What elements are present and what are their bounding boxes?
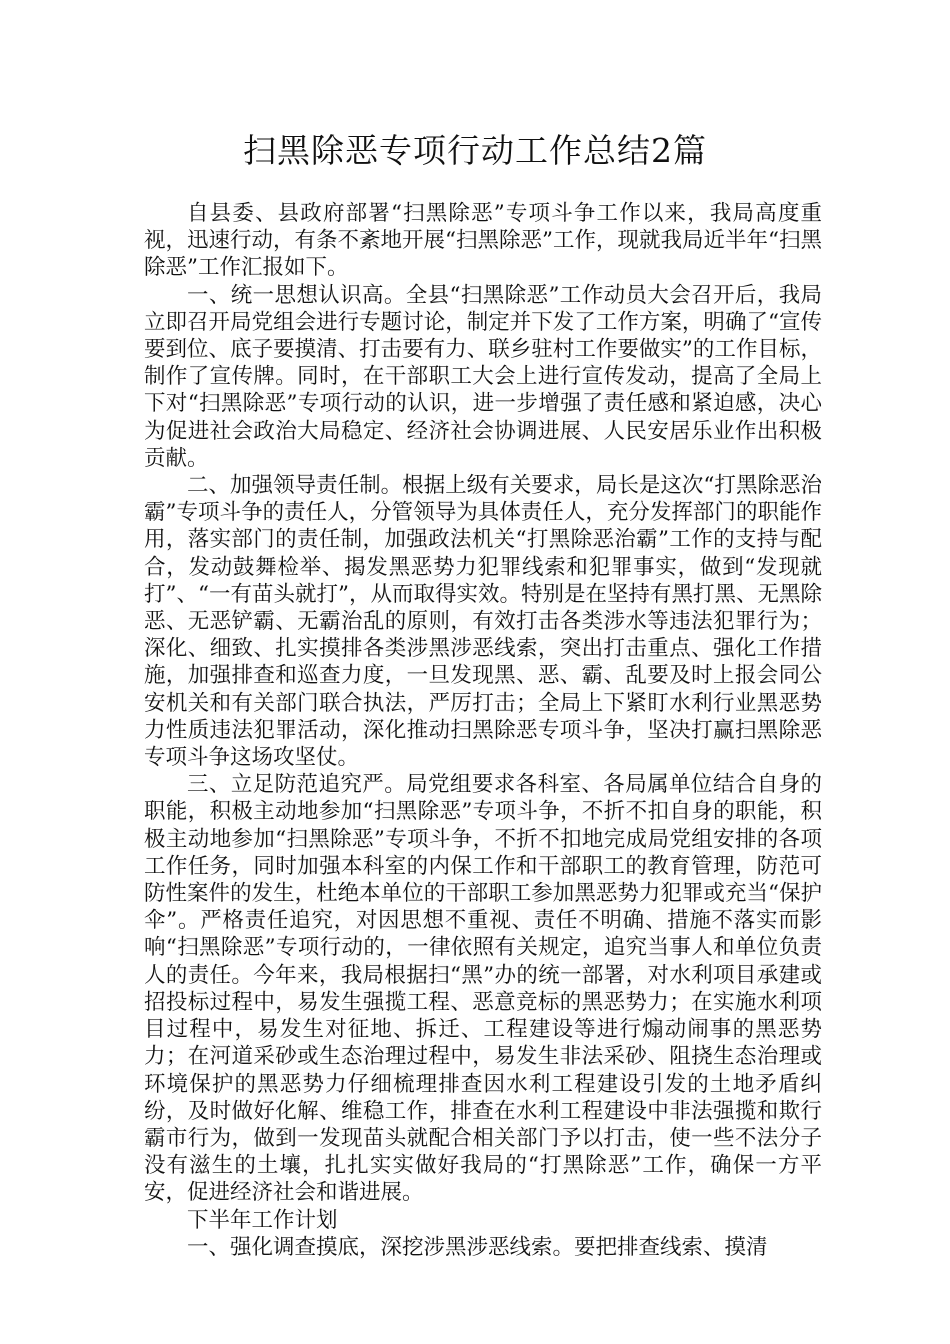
plan-heading: 下半年工作计划 <box>187 1207 338 1233</box>
plan-item-one-paragraph: 一、强化调查摸底，深挖涉黑涉恶线索。要把排查线索、摸清 <box>187 1234 768 1260</box>
section-two-paragraph: 二、加强领导责任制。根据上级有关要求，局长是这次“打黑除恶治霸”专项斗争的责任人，分管领导为具体责任人，充分发挥部门的职能作用，落实部门的责任制，加强政法机关“打黑除恶治霸”工作的支持与配合，发动鼓舞检举、揭发黑恶势力犯罪线索和犯罪事实，做到“发现就打”、“一有苗头就打”，从而取得实效。特别是在坚持有黑打黑、无黑除恶、无恶铲霸、无霸治乱的原则，有效打击各类涉水等违法犯罪行为；深化、细致、扎实摸排各类涉黑涉恶线索，突出打击重点、强化工作措施，加强排查和巡查力度，一旦发现黑、恶、霸、乱要及时上报会同公安机关和有关部门联合执法，严厉打击；全局上下紧盯水利行业黑恶势力性质违法犯罪活动，深化推动扫黑除恶专项斗争，坚决打赢扫黑除恶专项斗争这场攻坚仗。 <box>144 473 822 771</box>
document-body <box>144 200 822 1261</box>
section-one-paragraph: 一、统一思想认识高。全县“扫黑除恶”工作动员大会召开后，我局立即召开局党组会进行专题讨论，制定并下发了工作方案，明确了“宣传要到位、底子要摸清、打击要有力、联乡驻村工作要做实”的工作目标，制作了宣传牌。同时，在干部职工大会上进行宣传发动，提高了全局上下对“扫黑除恶”专项行动的认识，进一步增强了责任感和紧迫感，决心为促进社会政治大局稳定、经济社会协调进展、人民安居乐业作出积极贡献。 <box>144 282 822 471</box>
document-title: 扫黑除恶专项行动工作总结2篇 <box>243 131 707 170</box>
intro-paragraph: 自县委、县政府部署“扫黑除恶”专项斗争工作以来，我局高度重视，迅速行动，有条不紊地开展“扫黑除恶”工作，现就我局近半年“扫黑除恶”工作汇报如下。 <box>144 201 822 281</box>
section-three-paragraph: 三、立足防范追究严。局党组要求各科室、各局属单位结合自身的职能，积极主动地参加“扫黑除恶”专项斗争，不折不扣自身的职能，积极主动地参加“扫黑除恶”专项斗争，不折不扣地完成局党组安排的各项工作任务，同时加强本科室的内保工作和干部职工的教育管理，防范可防性案件的发生，杜绝本单位的干部职工参加黑恶势力犯罪或充当“保护伞”。严格责任追究，对因思想不重视、责任不明确、措施不落实而影响“扫黑除恶”专项行动的，一律依照有关规定，追究当事人和单位负责人的责任。今年来，我局根据扫“黑”办的统一部署，对水利项目承建或招投标过程中，易发生强揽工程、恶意竞标的黑恶势力；在实施水利项目过程中，易发生对征地、拆迁、工程建设等进行煽动闹事的黑恶势力；在河道采砂或生态治理过程中，易发生非法采砂、阻挠生态治理或环境保护的黑恶势力仔细梳理排查因水利工程建设引发的土地矛盾纠纷，及时做好化解、维稳工作，排查在水利工程建设中非法强揽和欺行霸市行为，做到一发现苗头就配合相关部门予以打击，使一些不法分子没有滋生的土壤，扎扎实实做好我局的“打黑除恶”工作，确保一方平安，促进经济社会和谐进展。 <box>144 772 822 1206</box>
